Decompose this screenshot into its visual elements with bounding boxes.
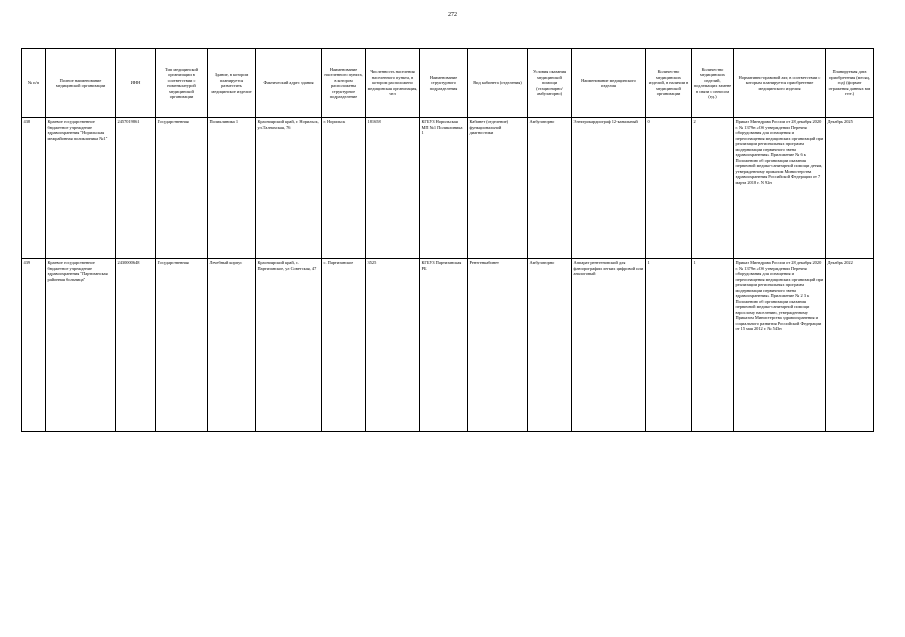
column-header: Наименование медицинского изделия	[572, 49, 646, 118]
column-header: Тип медицинской организации в соответствии с номенклатурой медицинской организации	[156, 49, 208, 118]
column-header: Количество медицинских изделий, в наличии в медицинской организации	[646, 49, 692, 118]
header-row	[22, 49, 874, 118]
column-header: Полное наименование медицинской организации	[46, 49, 116, 118]
settlement-cell: г. Норильск	[322, 118, 366, 259]
address-cell: Красноярский край, с. Партизанское, ул Советская, 47	[256, 259, 322, 432]
building-cell: Поликлиника 1	[208, 118, 256, 259]
available-count-cell: 1	[646, 259, 692, 432]
legal-act-cell: Приказ Минздрава России от 28 декабря 2020 г. № 1379н «Об утверждении Перечня оборудования для оснащения и переоснащения медицинских организаций при реализации региональных программ модернизации первичного звена здравоохранения» Приложение № 6 к Положению об организации оказания первичной медико-санитарной помощи детям, утвержденному приказом Министерства здравоохранения Российской Федерации от 7 марта 2018 г. N 92н	[734, 118, 826, 259]
subdivision-cell: КГБУЗ Норильская МП №1 Поликлиника 1	[420, 118, 468, 259]
replace-count-cell: 2	[692, 118, 734, 259]
org-type-cell: Государственная	[156, 259, 208, 432]
column-header: ИНН	[116, 49, 156, 118]
legal-act-cell: Приказ Минздрава России от 28 декабря 2020 г. № 1379н «Об утверждении Перечня оборудования для оснащения и переоснащения медицинских организаций при реализации региональных программ модернизации первичного звена здравоохранения» Приложение № 2 3 к Положению об организации оказания первичной медико-санитарной помощи взрослому населению, утвержденному Приказом Министерства здравоохранения и социального развития Российской Федерации от 15 мая 2012 г. № 543н	[734, 259, 826, 432]
org-name-cell: Краевое государственное бюджетное учреждение здравоохранения "Партизанская районная больница"	[46, 259, 116, 432]
row-number-cell: 439	[22, 259, 46, 432]
table-row	[22, 118, 874, 259]
inn-cell: 2430000648	[116, 259, 156, 432]
column-header: Фактический адрес здания	[256, 49, 322, 118]
planned-date-cell: Декабрь 2022	[826, 259, 874, 432]
population-cell: 3525	[366, 259, 420, 432]
column-header: Нормативно-правовой акт, в соответствии с которым планируется приобретение медицинского изделия	[734, 49, 826, 118]
column-header: Условия оказания медицинской помощи (стационарно/ амбулаторно)	[528, 49, 572, 118]
device-cell: Электрокардиограф 12-канальный	[572, 118, 646, 259]
inn-cell: 2457019861	[116, 118, 156, 259]
column-header: Наименование структурного подразделения	[420, 49, 468, 118]
column-header: № п/п	[22, 49, 46, 118]
replace-count-cell: 1	[692, 259, 734, 432]
building-cell: Лечебный корпус	[208, 259, 256, 432]
planned-date-cell: Декабрь 2025	[826, 118, 874, 259]
address-cell: Красноярский край, г. Норильск, ул.Талнахская, 76	[256, 118, 322, 259]
subdivision-cell: КГБУЗ Партизанская РБ	[420, 259, 468, 432]
conditions-cell: Амбулаторно	[528, 259, 572, 432]
available-count-cell: 0	[646, 118, 692, 259]
population-cell: 181658	[366, 118, 420, 259]
medical-equipment-table	[21, 48, 874, 432]
cabinet-cell: Рентгенкабинет	[468, 259, 528, 432]
column-header: Наименование населенного пункта, в котором расположены структурное подразделение	[322, 49, 366, 118]
column-header: Здание, в котором планируется разместить медицинское изделие	[208, 49, 256, 118]
table-row	[22, 259, 874, 432]
settlement-cell: с. Партизанское	[322, 259, 366, 432]
page-number: 272	[448, 12, 457, 18]
column-header: Численность населения населенного пункта, в котором расположено медицинская организация, чел	[366, 49, 420, 118]
device-cell: Аппарат рентгеновский для флюорографии легких цифровой или аналоговый	[572, 259, 646, 432]
org-type-cell: Государственная	[156, 118, 208, 259]
column-header: Количество медицинских изделий, подлежащих замене в связи с износом (ед.)	[692, 49, 734, 118]
column-header: Планируемая дата приобретения (месяц, год) (формат отражения данных мм гггг.)	[826, 49, 874, 118]
org-name-cell: Краевое государственное бюджетное учреждение здравоохранения "Норильская межрайонная поликлиника №1"	[46, 118, 116, 259]
cabinet-cell: Кабинет (отделение) функциональной диагностики	[468, 118, 528, 259]
row-number-cell: 438	[22, 118, 46, 259]
column-header: Вид кабинета (отделения)	[468, 49, 528, 118]
conditions-cell: Амбулаторно	[528, 118, 572, 259]
